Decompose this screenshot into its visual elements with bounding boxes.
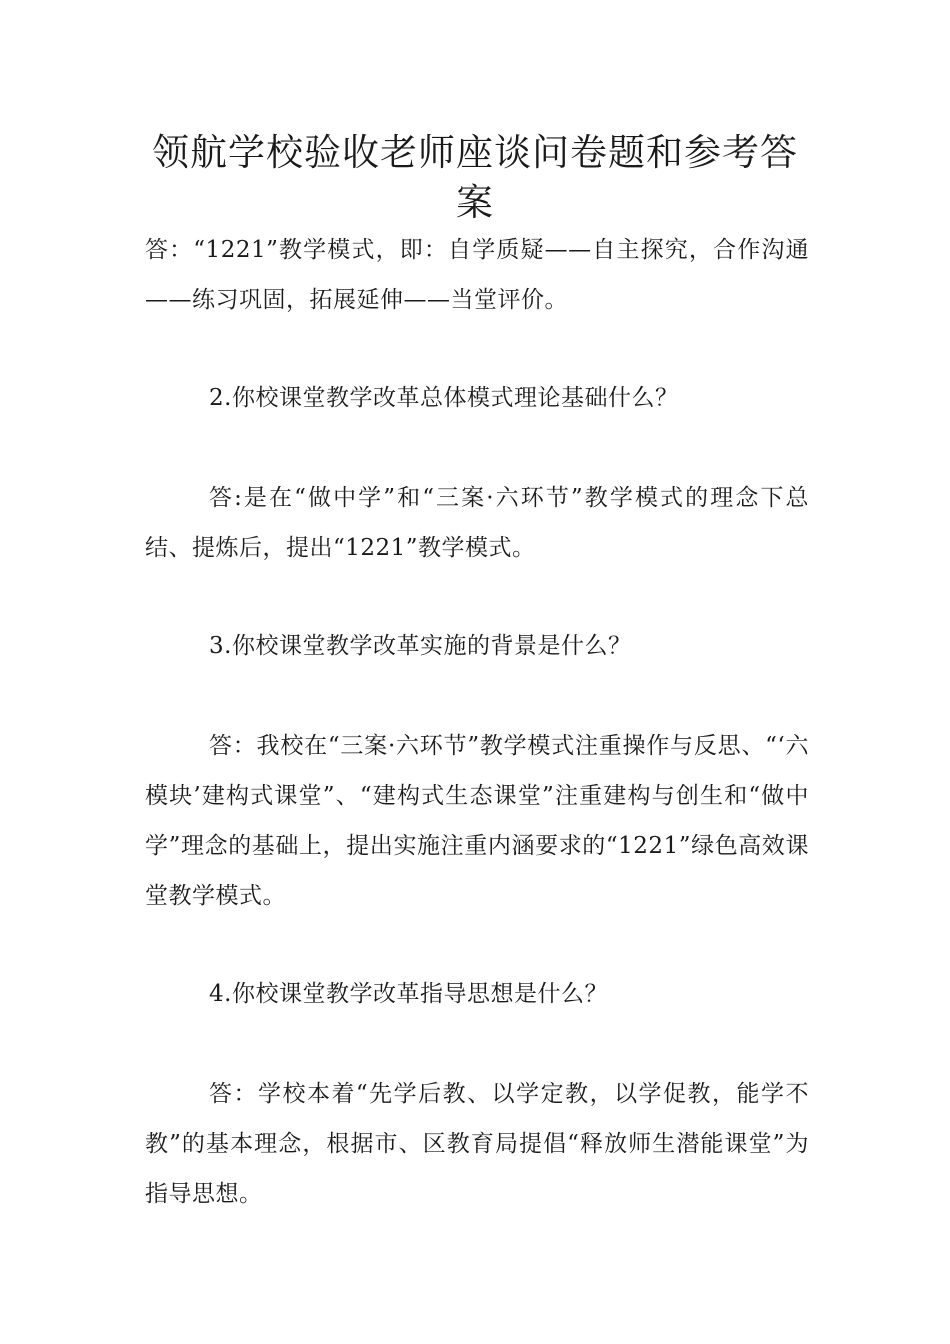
- paragraph-answer-4: 答：学校本着“先学后教、以学定教，以学促教，能学不教”的基本理念，根据市、区教育局提倡“释放师生潜能课堂”为指导思想。: [145, 1081, 809, 1207]
- question-2: 2.你校课堂教学改革总体模式理论基础什么？: [209, 385, 679, 411]
- document-title: 领航学校验收老师座谈问卷题和参考答案: [152, 131, 798, 224]
- question-3: 3.你校课堂教学改革实施的背景是什么？: [209, 633, 632, 659]
- paragraph-answer-1: 答：“1221”教学模式，即：自学质疑——自主探究，合作沟通——练习巩固，拓展延伸——当堂评价。: [145, 237, 809, 313]
- paragraph-answer-3: 答：我校在“三案·六环节”教学模式注重操作与反思、“‘六模块’建构式课堂”、“建构式生态课堂”注重建构与创生和“做中学”理念的基础上，提出实施注重内涵要求的“1221”绿色高效课堂教学模式。: [145, 733, 809, 909]
- question-4: 4.你校课堂教学改革指导思想是什么？: [209, 981, 608, 1007]
- paragraph-answer-2: 答:是在“做中学”和“三案·六环节”教学模式的理念下总结、提炼后，提出“1221”教学模式。: [145, 485, 809, 561]
